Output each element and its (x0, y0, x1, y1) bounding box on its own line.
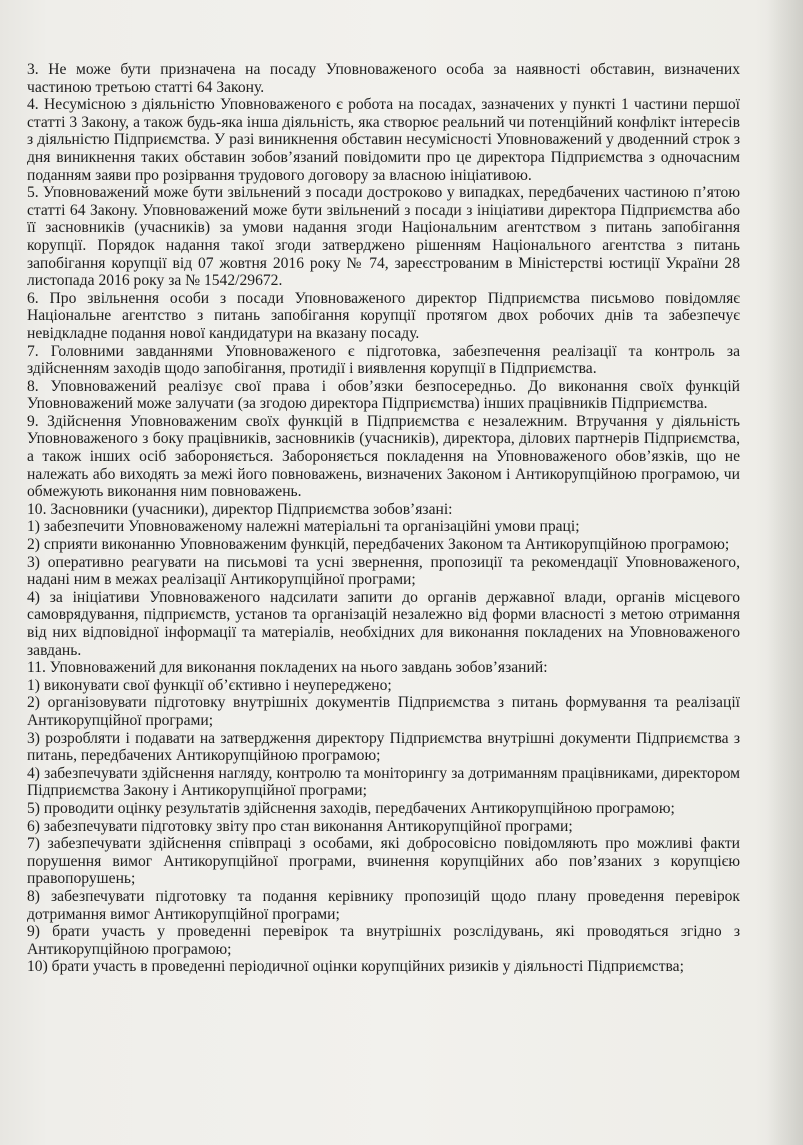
section-11-item: 10) брати участь в проведенні періодичної оцінки корупційних ризиків у діяльності Підприємства; (27, 958, 684, 976)
section-11-item: 3) розробляти і подавати на затвердження директору Підприємства внутрішні документи Підприємства з питань, передбачених Антикорупційною програмою; (27, 729, 740, 765)
document-body (27, 61, 740, 976)
section-10-item: 3) оперативно реагувати на письмові та усні звернення, пропозиції та рекомендації Уповноваженого, надані ним в межах реалізації Антикорупційної програми; (27, 553, 740, 589)
section-10-heading: 10. Засновники (учасники), директор Підприємства зобов’язані: (27, 500, 453, 518)
section-10-item: 1) забезпечити Уповноваженому належні матеріальні та організаційні умови праці; (27, 518, 580, 536)
paragraph-6: 6. Про звільнення особи з посади Уповноваженого директор Підприємства письмово повідомляє Національне агентство з питань запобігання корупції протягом двох робочих днів та забезпечує невідкладне подання нової кандидатури на вказану посаду. (27, 289, 740, 342)
paragraph-5: 5. Уповноважений може бути звільнений з посади достроково у випадках, передбачених частиною п’ятою статті 64 Закону. Уповноважений може бути звільнений з посади з ініціативи директора Підприємства або її засновників (учасників) за умови надання згоди Національним агентством з питань запобігання корупції. Порядок надання такої згоди затверджено рішенням Національного агентства з питань запобігання корупції від 07 жовтня 2016 року № 74, зареєстрованим в Міністерстві юстиції України 28 листопада 2016 року за № 1542/29672. (27, 184, 740, 290)
section-11-item: 7) забезпечувати здійснення співпраці з особами, які добросовісно повідомляють про можливі факти порушення вимог Антикорупційної програми, вчинення корупційних або пов’язаних з корупцією правопорушень; (27, 835, 740, 888)
section-11-item: 2) організовувати підготовку внутрішніх документів Підприємства з питань формування та реалізації Антикорупційної програми; (27, 694, 740, 729)
section-11-item: 8) забезпечувати підготовку та подання керівнику пропозицій щодо плану проведення перевірок дотримання вимог Антикорупційної програми; (27, 887, 740, 923)
section-11-item: 5) проводити оцінку результатів здійснення заходів, передбачених Антикорупційною програмою; (27, 799, 675, 817)
section-10-item: 2) сприяти виконанню Уповноваженим функцій, передбачених Законом та Антикорупційною програмою; (27, 536, 730, 554)
section-11-item: 4) забезпечувати здійснення нагляду, контролю та моніторингу за дотриманням працівниками, директором Підприємства Закону і Антикорупційної програми; (27, 764, 740, 800)
paragraph-3: 3. Не може бути призначена на посаду Уповноваженого особа за наявності обставин, визначених частиною третьою статті 64 Закону. (27, 61, 740, 96)
paragraph-8: 8. Уповноважений реалізує свої права і обов’язки безпосередньо. До виконання своїх функцій Уповноважений може залучати (за згодою директора Підприємства) інших працівників Підприємства. (27, 377, 740, 413)
paragraph-4: 4. Несумісною з діяльністю Уповноваженого є робота на посадах, зазначених у пункті 1 частини першої статті 3 Закону, а також будь-яка інша діяльність, яка створює реальний чи потенційний конфлікт інтересів з діяльністю Підприємства. У разі виникнення обставин несумісності Уповноважений у дводенний строк з дня виникнення таких обставин зобов’язаний повідомити про це директора Підприємства з одночасним поданням заяви про розірвання трудового договору за власною ініціативою. (27, 96, 740, 184)
paragraph-7: 7. Головними завданнями Уповноваженого є підготовка, забезпечення реалізації та контроль за здійсненням заходів щодо запобігання, протидії і виявлення корупції в Підприємства. (27, 342, 740, 378)
section-11-item: 6) забезпечувати підготовку звіту про стан виконання Антикорупційної програми; (27, 817, 573, 835)
section-10-item: 4) за ініціативи Уповноваженого надсилати запити до органів державної влади, органів місцевого самоврядування, підприємств, установ та організацій незалежно від форми власності з метою отримання від них відповідної інформації та матеріалів, необхідних для виконання покладених на Уповноваженого завдань. (27, 588, 740, 659)
section-11-item: 1) виконувати свої функції об’єктивно і неупереджено; (27, 676, 392, 694)
section-11-heading: 11. Уповноважений для виконання покладених на нього завдань зобов’язаний: (27, 659, 548, 677)
section-11-item: 9) брати участь у проведенні перевірок та внутрішніх розслідувань, які проводяться згідно з Антикорупційною програмою; (27, 923, 740, 958)
paragraph-9: 9. Здійснення Уповноваженим своїх функцій в Підприємства є незалежним. Втручання у діяльність Уповноваженого з боку працівників, засновників (учасників), директора, ділових партнерів Підприємства, а також інших осіб забороняється. Забороняється покладення на Уповноваженого обов’язків, що не належать або виходять за межі його повноважень, визначених Законом і Антикорупційною програмою, чи обмежують виконання ним повноважень. (27, 412, 740, 501)
